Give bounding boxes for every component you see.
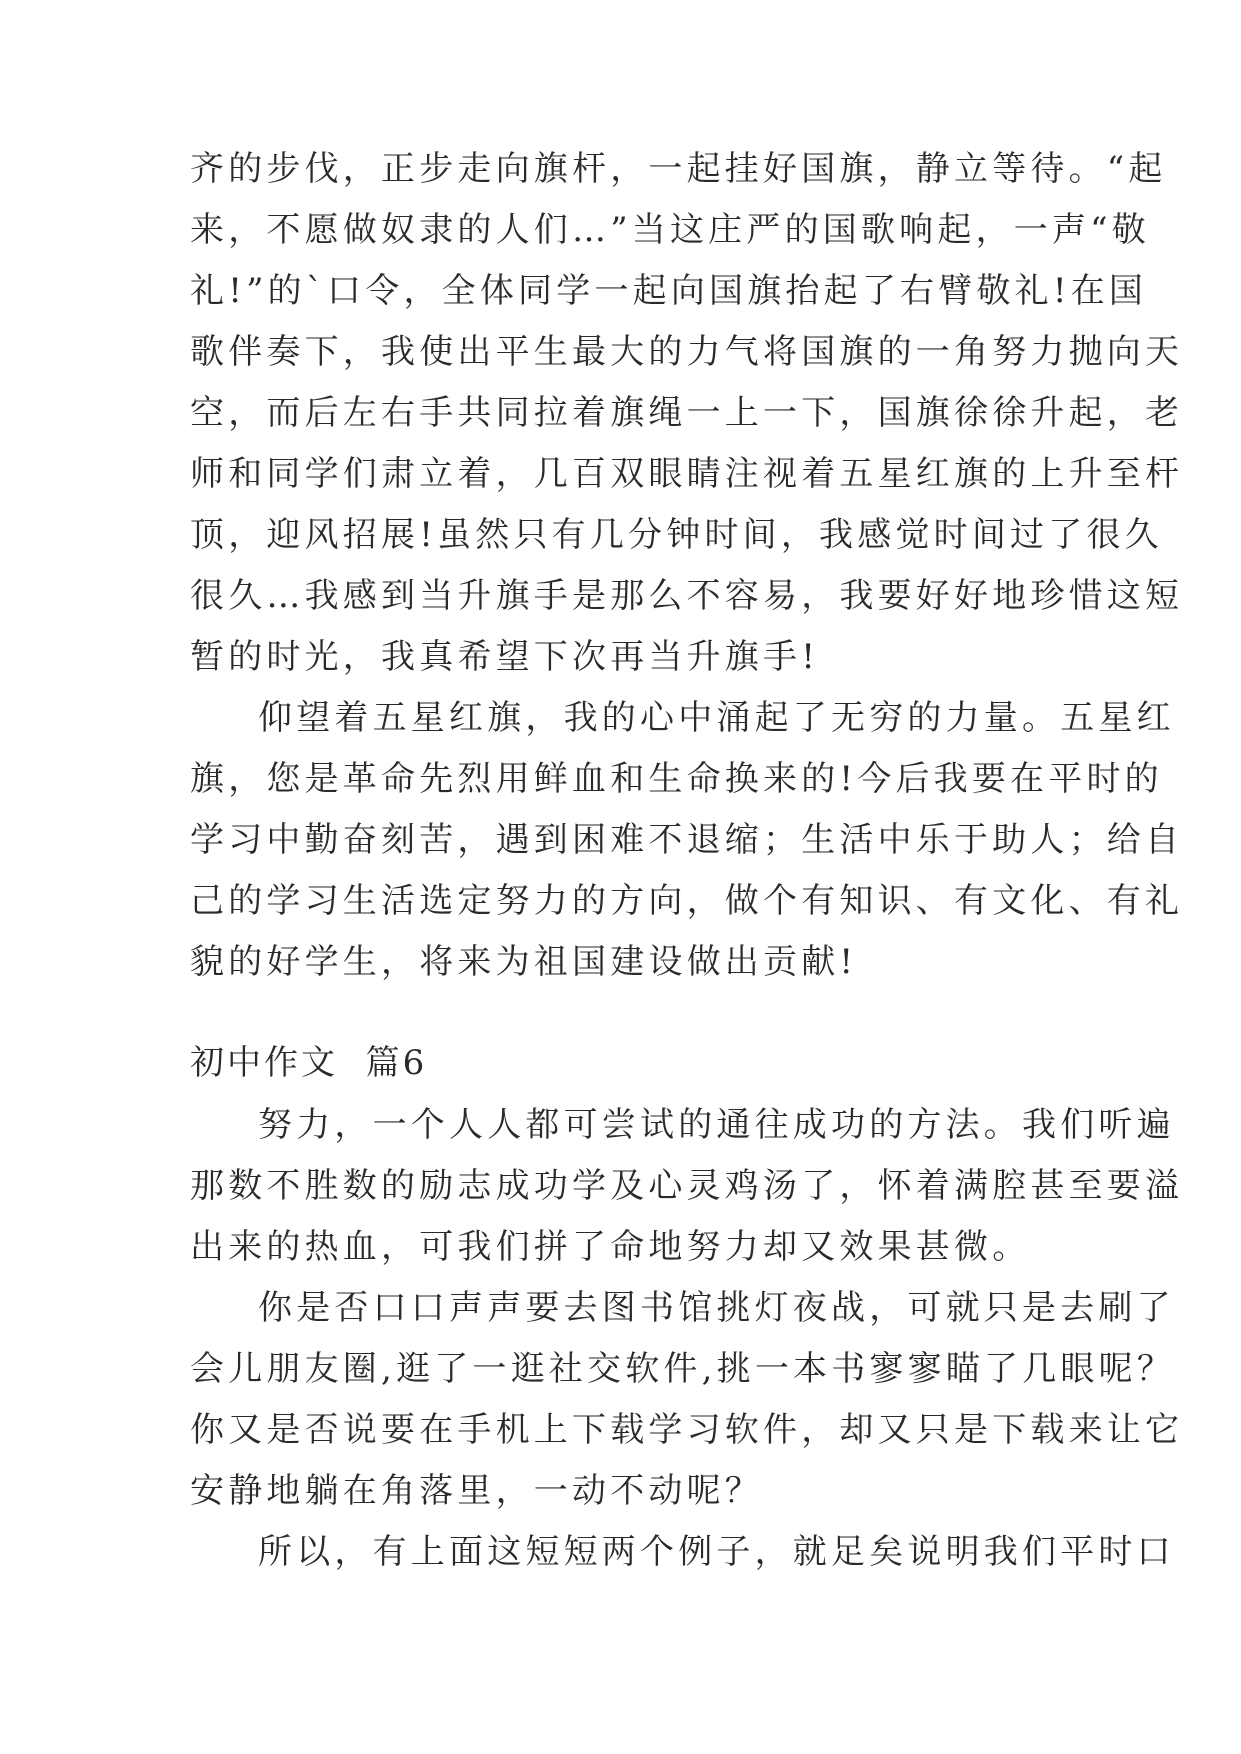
paragraph-1-line-9: 暂的时光，我真希望下次再当升旗手!	[190, 637, 820, 677]
paragraph-1-line-3: 礼!”的`口令，全体同学一起向国旗抬起了右臂敬礼!在国	[190, 271, 1148, 311]
paragraph-2-line-3: 学习中勤奋刻苦，遇到困难不退缩；生活中乐于助人；给自	[190, 820, 1184, 860]
paragraph-4-line-1: 你是否口口声声要去图书馆挑灯夜战，可就只是去刷了	[258, 1288, 1175, 1328]
paragraph-1-line-5: 空，而后左右手共同拉着旗绳一上一下，国旗徐徐升起，老	[190, 393, 1184, 433]
paragraph-4-line-2: 会儿朋友圈,逛了一逛社交软件,挑一本书寥寥瞄了几眼呢？	[190, 1349, 1176, 1389]
paragraph-1-line-7: 顶，迎风招展!虽然只有几分钟时间，我感觉时间过了很久	[190, 515, 1163, 555]
paragraph-2-line-2: 旗，您是革命先烈用鲜血和生命换来的!今后我要在平时的	[190, 759, 1163, 799]
paragraph-4-line-3: 你又是否说要在手机上下载学习软件，却又只是下载来让它	[190, 1410, 1184, 1450]
paragraph-1-line-6: 师和同学们肃立着，几百双眼睛注视着五星红旗的上升至杆	[190, 454, 1184, 494]
paragraph-2-line-4: 己的学习生活选定努力的方向，做个有知识、有文化、有礼	[190, 881, 1184, 921]
paragraph-4-line-4: 安静地躺在角落里，一动不动呢？	[190, 1471, 763, 1511]
paragraph-2-line-1: 仰望着五星红旗，我的心中涌起了无穷的力量。五星红	[258, 698, 1175, 738]
paragraph-1-line-4: 歌伴奏下，我使出平生最大的力气将国旗的一角努力抛向天	[190, 332, 1184, 372]
paragraph-1-line-8: 很久…我感到当升旗手是那么不容易，我要好好地珍惜这短	[190, 576, 1184, 616]
paragraph-5-line-1: 所以，有上面这短短两个例子，就足矣说明我们平时口	[258, 1532, 1175, 1572]
paragraph-1-line-2: 来，不愿做奴隶的人们…”当这庄严的国歌响起，一声“敬	[190, 210, 1150, 250]
paragraph-1-line-1: 齐的步伐，正步走向旗杆，一起挂好国旗，静立等待。“起	[190, 149, 1167, 189]
paragraph-3-line-1: 努力，一个人人都可尝试的通往成功的方法。我们听遍	[258, 1105, 1175, 1145]
paragraph-3-line-2: 那数不胜数的励志成功学及心灵鸡汤了，怀着满腔甚至要溢	[190, 1166, 1184, 1206]
paragraph-3-line-3: 出来的热血，可我们拼了命地努力却又效果甚微。	[190, 1227, 1031, 1267]
section-heading: 初中作文 篇6	[190, 1043, 428, 1083]
paragraph-2-line-5: 貌的好学生，将来为祖国建设做出贡献!	[190, 942, 858, 982]
